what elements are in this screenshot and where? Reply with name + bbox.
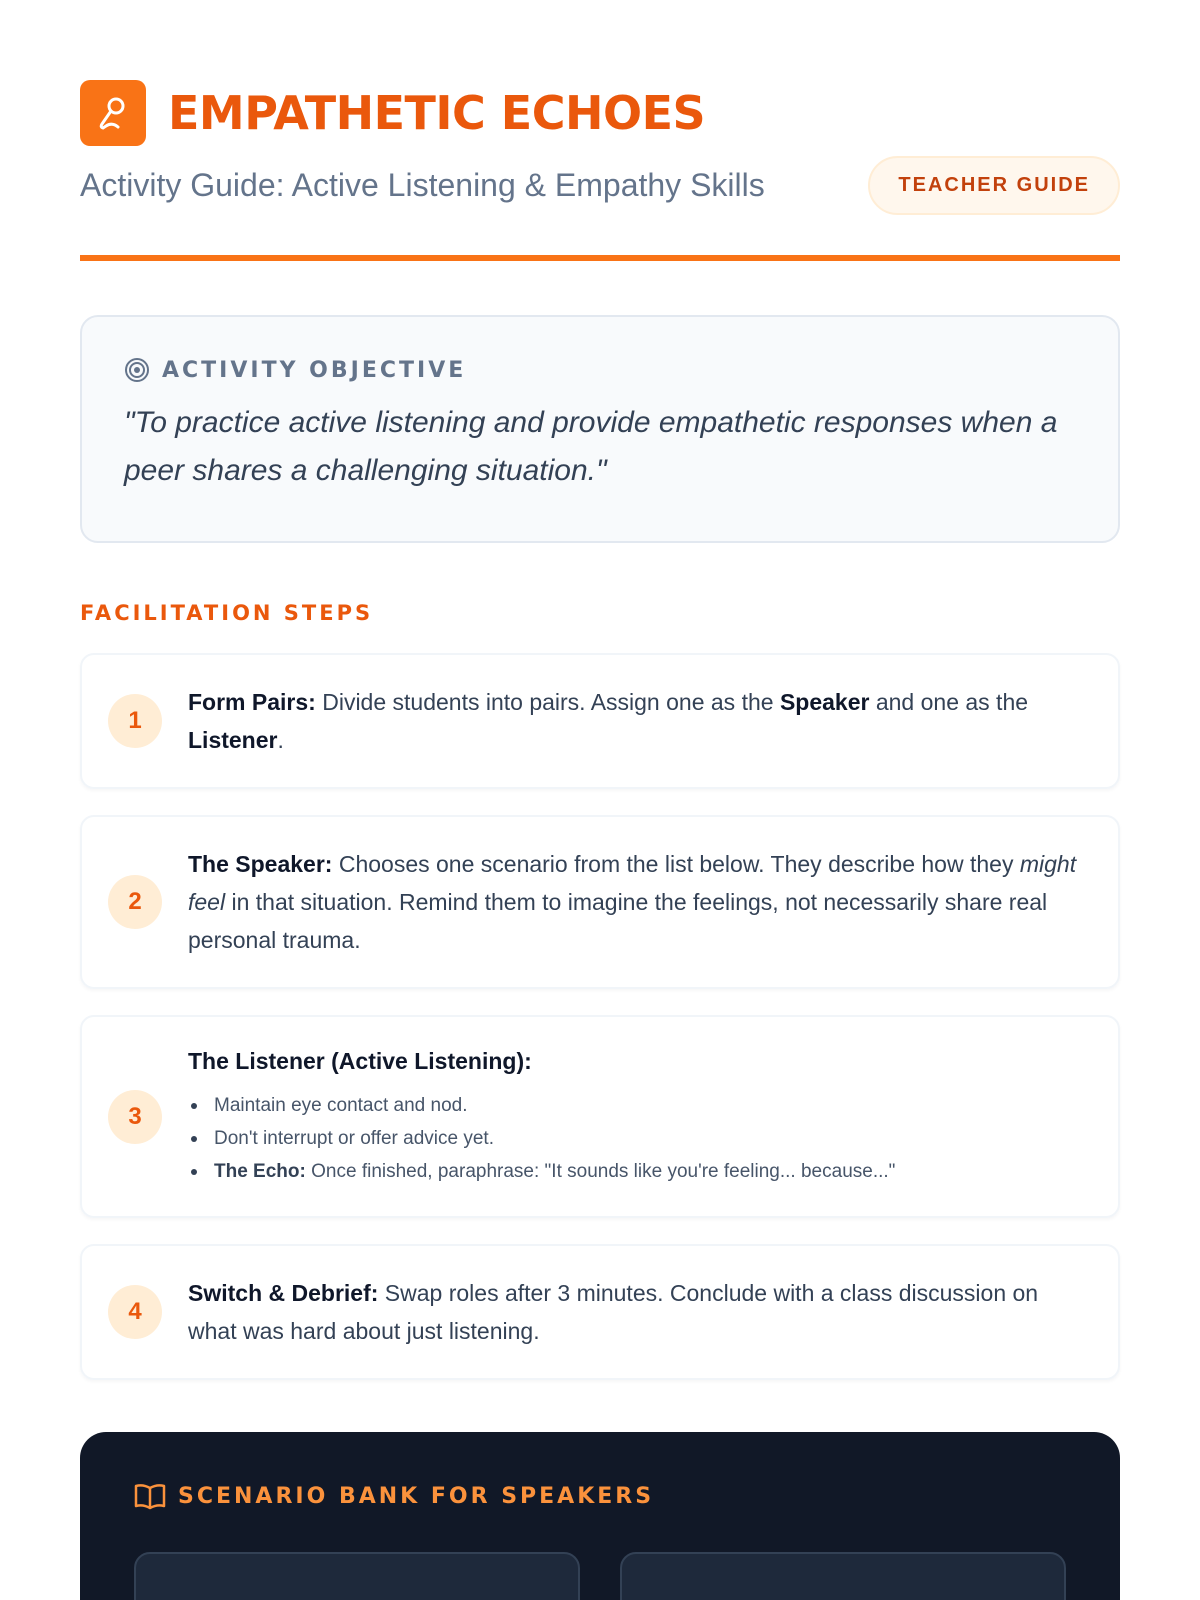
steps-list: [80, 653, 1120, 1380]
step-card-1: [80, 653, 1120, 789]
objective-quote: "To practice active listening and provide empathetic responses when a peer shares a challenging situation.": [124, 406, 1058, 487]
scenario-cards: [134, 1552, 1066, 1600]
page-title: EMPATHETIC ECHOES: [168, 86, 706, 140]
list-item: Maintain eye contact and nod.: [188, 1089, 895, 1122]
scenario-bank-panel: [80, 1432, 1120, 1600]
step-number: 4: [108, 1285, 162, 1339]
role-speaker: Speaker: [779, 689, 870, 715]
step-body: Chooses one scenario from the list below. They describe how they: [332, 851, 1020, 877]
step-emphasis: might feel: [188, 851, 1077, 915]
step-lead: The Listener (Active Listening):: [188, 1048, 532, 1074]
step-card-3: [80, 1015, 1120, 1218]
role-listener: Listener: [188, 727, 278, 753]
step-text: [188, 683, 1090, 759]
microphone-icon: [80, 80, 146, 146]
list-item: Don't interrupt or offer advice yet.: [188, 1122, 895, 1155]
objective-label: ACTIVITY OBJECTIVE: [162, 357, 467, 383]
step-body: .: [277, 727, 284, 753]
echo-text: Once finished, paraphrase: "It sounds like you're feeling... because...": [305, 1161, 896, 1182]
step-number: 3: [108, 1090, 162, 1144]
listener-bullet-list: [188, 1089, 895, 1188]
page-subtitle: Activity Guide: Active Listening & Empathy Skills: [80, 167, 765, 203]
step-lead: Form Pairs:: [188, 689, 316, 715]
scenario-bank-label-row: [134, 1482, 1066, 1510]
step-body: in that situation. Remind them to imagine the feelings, not necessarily share real personal trauma.: [188, 889, 1048, 953]
scenario-bank-heading: SCENARIO BANK FOR SPEAKERS: [178, 1483, 655, 1509]
scenario-card: [134, 1552, 580, 1600]
step-card-2: [80, 815, 1120, 989]
step-body: and one as the: [869, 689, 1029, 715]
header-divider: [80, 255, 1120, 261]
step-lead: Switch & Debrief:: [188, 1280, 379, 1306]
step-content: [188, 1045, 895, 1188]
target-icon: [124, 357, 150, 383]
subtitle-row: [80, 156, 1120, 215]
book-open-icon: [134, 1482, 166, 1510]
step-text: [188, 1274, 1090, 1350]
objective-label-row: [124, 357, 1076, 383]
objective-card: [80, 315, 1120, 543]
facilitation-steps-heading: FACILITATION STEPS: [80, 601, 374, 625]
brand-row: [80, 80, 1120, 146]
scenario-card: [620, 1552, 1066, 1600]
step-number: 2: [108, 875, 162, 929]
teacher-guide-badge: TEACHER GUIDE: [868, 156, 1120, 215]
step-body: Divide students into pairs. Assign one as the: [315, 689, 780, 715]
step-number: 1: [108, 694, 162, 748]
echo-lead: The Echo:: [214, 1161, 306, 1182]
list-item: [188, 1155, 895, 1188]
step-body: Swap roles after 3 minutes. Conclude with a class discussion on what was hard about just listening.: [188, 1280, 1039, 1344]
step-lead: The Speaker:: [188, 851, 333, 877]
step-text: [188, 845, 1090, 959]
step-card-4: [80, 1244, 1120, 1380]
